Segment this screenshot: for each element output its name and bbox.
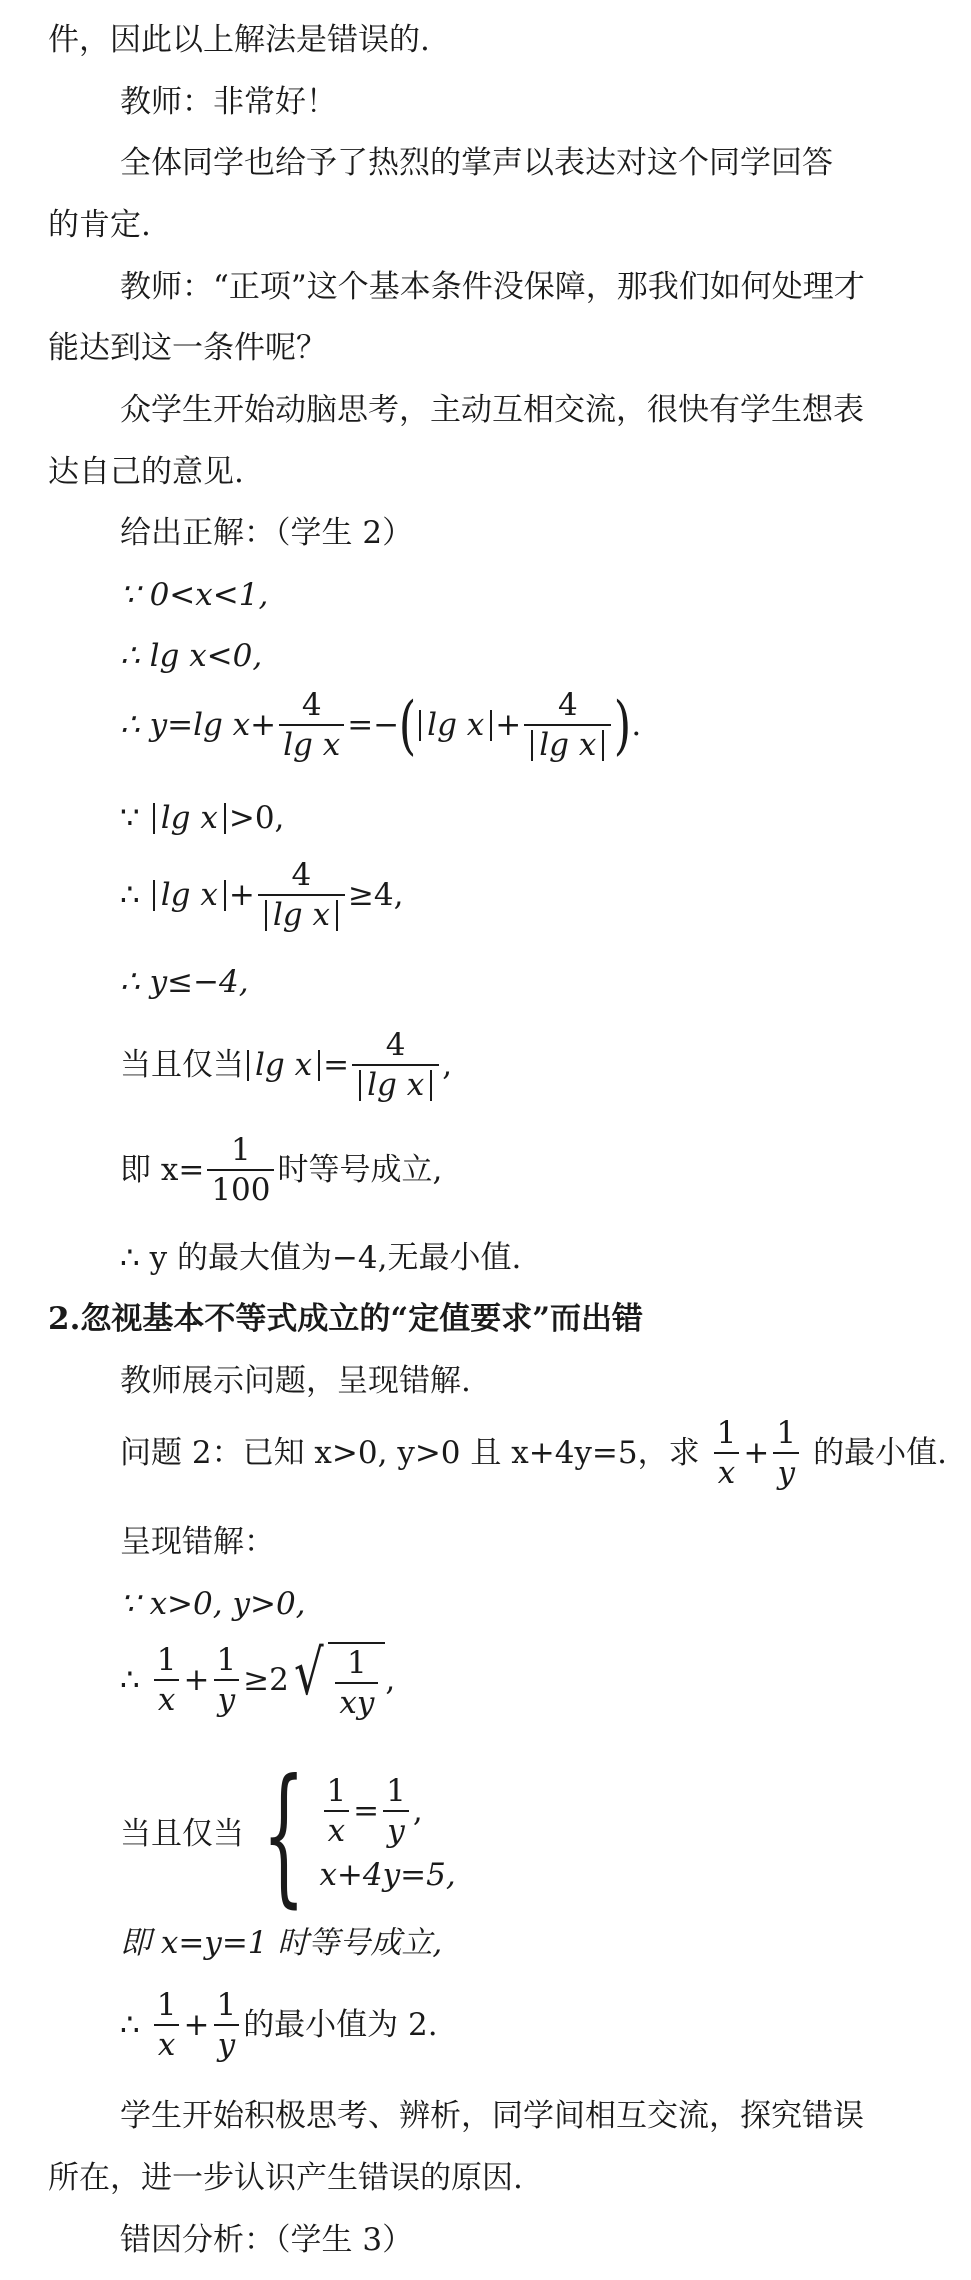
denominator <box>352 1064 439 1101</box>
math-text: 问题 2：已知 x>0, y>0 且 x+4y=5，求 <box>120 1434 700 1471</box>
fraction <box>322 1772 350 1849</box>
numerator: 4 <box>291 857 312 893</box>
math-text: 的最小值为 2. <box>243 2006 438 2043</box>
math-line <box>0 1636 971 1721</box>
math-line: ∴ y 的最大值为−4,无最小值. <box>120 1240 522 1276</box>
numerator: 1 <box>216 1642 237 1678</box>
denominator: y <box>214 1679 240 1716</box>
denominator: lg x <box>279 724 344 761</box>
math-line <box>0 800 971 837</box>
text-line: 能达到这一条件呢？ <box>48 330 327 366</box>
numerator: 1 <box>156 1642 177 1678</box>
math-line: ∵ 0<x<1, <box>120 577 269 613</box>
system-row <box>319 1772 455 1849</box>
math-text: ≥2 <box>243 1661 289 1698</box>
absolute-value: lg x <box>265 900 338 931</box>
math-line: ∴ y≤−4, <box>120 964 249 1000</box>
text-line: 教师展示问题，呈现错解. <box>120 1363 471 1399</box>
paren-right: ) <box>614 688 632 763</box>
fraction <box>258 857 345 933</box>
absolute-value: lg x <box>531 730 604 761</box>
math-text: ∴ <box>120 2006 140 2043</box>
math-line <box>0 857 971 933</box>
math-text: = <box>323 1046 350 1083</box>
denominator: x <box>154 1679 179 1716</box>
math-text: 当且仅当 <box>120 1816 244 1853</box>
math-text: ∴ y=lg x+ <box>120 706 277 743</box>
math-text: . <box>631 706 642 743</box>
equation-system <box>319 1772 456 1894</box>
square-root <box>289 1636 386 1721</box>
denominator: y <box>383 1810 409 1847</box>
text-line: 达自己的意见. <box>48 454 244 490</box>
absolute-value: lg x <box>153 803 226 834</box>
absolute-value: lg x <box>359 1070 432 1101</box>
analysis-heading: 错因分析：（学生 3） <box>120 2222 414 2258</box>
section-heading: 2.忽视基本不等式成立的“定值要求”而出错 <box>48 1301 644 1337</box>
math-text: , <box>442 1046 453 1083</box>
denominator: x <box>324 1810 349 1847</box>
fraction <box>524 687 611 763</box>
math-text: 即 x= <box>120 1151 205 1188</box>
math-line: ∴ lg x<0, <box>120 638 263 674</box>
math-text: + <box>228 876 255 913</box>
radical-sign: √ <box>293 1636 324 1709</box>
math-text: >0, <box>228 800 285 836</box>
system-row: x+4y=5, <box>319 1856 456 1893</box>
math-text: ∴ <box>120 1661 140 1698</box>
fraction <box>212 1987 240 2063</box>
math-text: 时等号成立, <box>277 1151 443 1188</box>
absolute-value: lg x <box>419 710 492 741</box>
math-text: ∵ <box>120 800 140 836</box>
math-text: ∴ <box>120 876 140 913</box>
radicand <box>328 1642 385 1719</box>
paren-left: ( <box>398 688 417 763</box>
math-line <box>0 687 971 763</box>
numerator: 1 <box>716 1415 737 1451</box>
math-text: , <box>385 1661 396 1698</box>
teacher-question: 教师：“正项”这个基本条件没保障，那我们如何处理才 <box>120 269 865 305</box>
fraction <box>153 1642 181 1718</box>
math-text: + <box>495 706 522 743</box>
text-line: 呈现错解： <box>120 1524 275 1560</box>
fraction <box>153 1987 181 2063</box>
numerator: 1 <box>326 1772 347 1809</box>
denominator: xy <box>335 1682 378 1719</box>
teacher-remark: 教师：非常好！ <box>120 84 337 120</box>
numerator: 4 <box>557 687 578 723</box>
fraction <box>212 1642 240 1718</box>
math-text: + <box>743 1434 770 1471</box>
fraction <box>279 687 344 763</box>
math-line <box>0 1132 971 1208</box>
math-text: 的最小值. <box>813 1434 947 1471</box>
math-text: = <box>353 1792 380 1829</box>
text-line: 的肯定. <box>48 207 151 243</box>
fraction <box>713 1415 741 1491</box>
denominator: y <box>773 1452 799 1489</box>
math-line: ∵ x>0, y>0, <box>120 1586 306 1622</box>
math-system-line <box>0 1748 971 1922</box>
numerator: 4 <box>385 1027 406 1063</box>
math-text: ≥4, <box>347 876 404 913</box>
denominator: x <box>714 1452 739 1489</box>
text-line: 所在，进一步认识产生错误的原因. <box>48 2160 523 2196</box>
text-line: 件，因此以上解法是错误的. <box>48 22 430 58</box>
problem-statement <box>0 1415 971 1491</box>
math-text: + <box>183 1661 210 1698</box>
math-text: =− <box>347 706 400 743</box>
solution-heading: 给出正解：（学生 2） <box>120 515 414 551</box>
text-line: 众学生开始动脑思考，主动互相交流，很快有学生想表 <box>120 392 864 428</box>
math-text: 当且仅当 <box>120 1046 244 1083</box>
denominator: 100 <box>207 1169 274 1206</box>
numerator: 1 <box>231 1132 251 1168</box>
fraction <box>352 1027 439 1103</box>
absolute-value: lg x <box>153 880 226 911</box>
numerator: 1 <box>386 1772 406 1809</box>
numerator: 1 <box>216 1987 237 2023</box>
math-line <box>0 1027 971 1103</box>
brace-left: { <box>262 1748 306 1922</box>
text-line: 全体同学也给予了热烈的掌声以表达对这个同学回答 <box>120 145 833 181</box>
denominator: x <box>154 2024 179 2061</box>
text-line: 学生开始积极思考、辨析，同学间相互交流，探究错误 <box>120 2098 864 2134</box>
denominator <box>524 724 611 761</box>
numerator: 4 <box>301 687 322 723</box>
numerator: 1 <box>776 1415 797 1451</box>
math-text: , <box>412 1792 423 1829</box>
absolute-value: lg x <box>247 1050 320 1081</box>
fraction <box>382 1772 410 1849</box>
fraction <box>772 1415 800 1491</box>
math-line: 即 x=y=1 时等号成立, <box>120 1925 443 1961</box>
fraction <box>207 1132 274 1208</box>
numerator: 1 <box>347 1645 367 1681</box>
numerator: 1 <box>156 1987 177 2023</box>
fraction <box>335 1645 378 1721</box>
math-text: + <box>183 2006 210 2043</box>
denominator <box>258 894 345 931</box>
math-line <box>0 1987 971 2063</box>
denominator: y <box>214 2024 240 2061</box>
